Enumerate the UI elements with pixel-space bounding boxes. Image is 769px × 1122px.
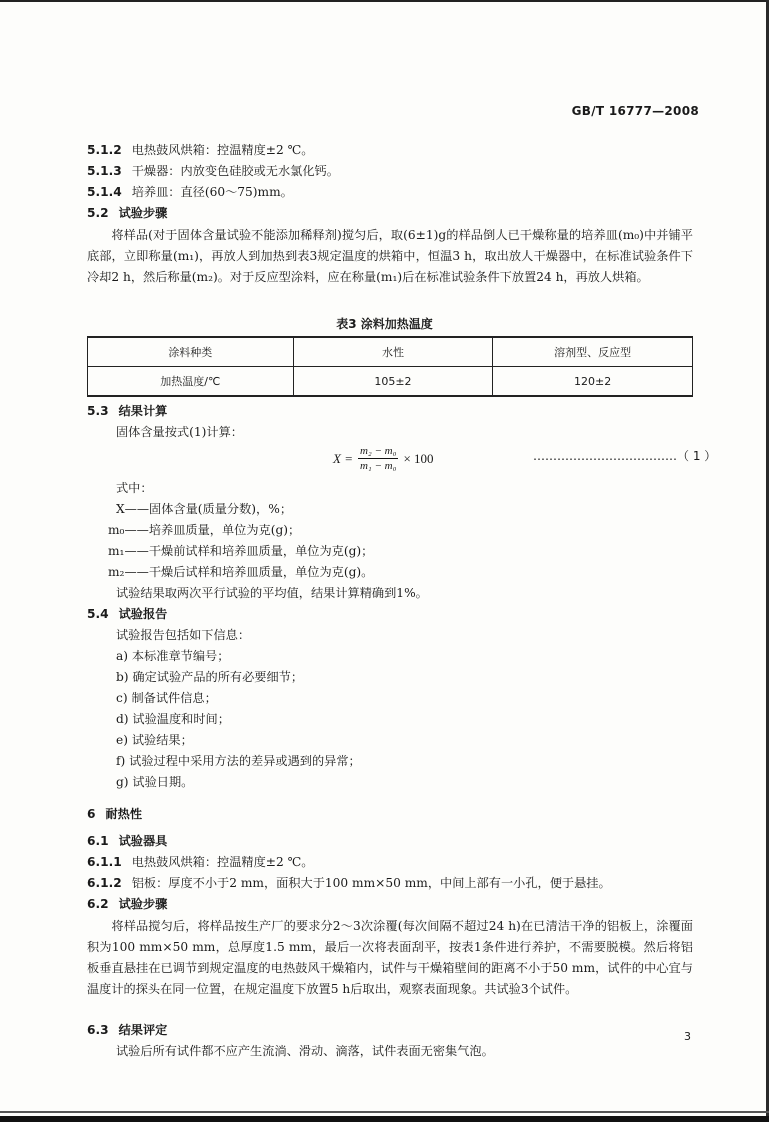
report-item-e: e) 试验结果； xyxy=(116,733,193,747)
heading-6-1 xyxy=(87,832,167,850)
heading-5-3 xyxy=(87,402,167,420)
paragraph-6-2: 将样品搅匀后，将样品按生产厂的要求分2～3次涂覆(每次间隔不超过24 h)在已清洁干净的铝板上，涂覆面积为100 mm×50 mm，总厚度1.5 mm，最后一次将表面刮平，按表1条件进行养护，不需要脱模。然后将铝板垂直悬挂在已调节到规定温度的电热鼓风干燥箱内，试件与干燥箱壁间的距离不小于50 mm，试件的中心宜与温度计的探头在同一位置，在规定温度下放置5 h后取出，观察表面现象。共试验3个试件。 xyxy=(87,919,693,996)
formula-1 xyxy=(333,445,434,472)
scan-top-edge xyxy=(0,0,769,2)
formula-denominator: m₁ − m₀ xyxy=(359,460,397,472)
paragraph-6-3: 试验后所有试件都不应产生流淌、滑动、滴落，试件表面无密集气泡。 xyxy=(116,1044,494,1058)
table-3 xyxy=(87,336,693,397)
clause-5-1-4 xyxy=(87,183,293,201)
clause-text: 电热鼓风烘箱：控温精度±2 ℃。 xyxy=(131,855,314,869)
heading-number: 5.4 xyxy=(87,607,109,621)
heading-number: 6.3 xyxy=(87,1023,109,1037)
table-cell: 120±2 xyxy=(493,367,693,397)
table-header-cell: 水性 xyxy=(293,337,493,367)
heading-5-2 xyxy=(87,204,167,222)
heading-6-3 xyxy=(87,1021,167,1039)
report-item-b: b) 确定试验产品的所有必要细节； xyxy=(116,670,304,684)
scan-bottom-edge xyxy=(0,1116,769,1122)
heading-title: 试验步骤 xyxy=(118,206,168,220)
heading-number: 6.1 xyxy=(87,834,109,848)
page-number: 3 xyxy=(684,1030,691,1043)
formula-intro: 固体含量按式(1)计算： xyxy=(116,425,243,439)
clause-6-1-1 xyxy=(87,853,313,871)
heading-6-2 xyxy=(87,895,167,913)
report-item-a: a) 本标准章节编号； xyxy=(116,649,230,663)
formula-number: （ 1 ） xyxy=(677,449,717,463)
heading-6 xyxy=(87,805,142,823)
formula-rhs: × 100 xyxy=(403,450,434,466)
heading-title: 试验步骤 xyxy=(118,897,168,911)
table-header-cell: 涂料种类 xyxy=(88,337,294,367)
heading-title: 结果计算 xyxy=(118,404,168,418)
table-header-cell: 溶剂型、反应型 xyxy=(493,337,693,367)
scan-bottom-rule xyxy=(0,1111,769,1113)
where-item-x: X——固体含量(质量分数)，%； xyxy=(116,502,293,516)
document-code: GB/T 16777—2008 xyxy=(571,104,699,118)
heading-title: 结果评定 xyxy=(118,1023,168,1037)
formula-numerator: m₂ − m₀ xyxy=(359,445,397,457)
formula-lhs: X = xyxy=(333,450,353,466)
formula-leader xyxy=(533,447,716,464)
heading-number: 5.3 xyxy=(87,404,109,418)
clause-number: 5.1.4 xyxy=(87,185,122,199)
report-item-g: g) 试验日期。 xyxy=(116,775,194,789)
where-item-m1: m₁——干燥前试样和培养皿质量，单位为克(g)； xyxy=(108,544,374,558)
heading-number: 5.2 xyxy=(87,206,109,220)
where-item-m2: m₂——干燥后试样和培养皿质量，单位为克(g)。 xyxy=(108,565,374,579)
clause-5-1-3 xyxy=(87,162,339,180)
clause-number: 6.1.2 xyxy=(87,876,122,890)
clause-text: 铝板：厚度不小于2 mm，面积大于100 mm×50 mm，中间上部有一小孔，便于悬挂。 xyxy=(131,876,611,890)
report-item-f: f) 试验过程中采用方法的差异或遇到的异常； xyxy=(116,754,361,768)
heading-title: 耐热性 xyxy=(105,807,143,821)
clause-number: 5.1.2 xyxy=(87,143,122,157)
clause-number: 5.1.3 xyxy=(87,164,122,178)
where-item-m0: m₀——培养皿质量，单位为克(g)； xyxy=(108,523,301,537)
clause-text: 电热鼓风烘箱：控温精度±2 ℃。 xyxy=(131,143,314,157)
heading-5-4 xyxy=(87,605,167,623)
table-row xyxy=(88,367,693,397)
report-item-d: d) 试验温度和时间； xyxy=(116,712,230,726)
table-3-caption: 表3 涂料加热温度 xyxy=(336,317,433,331)
clause-5-1-2 xyxy=(87,141,313,159)
report-item-c: c) 制备试件信息； xyxy=(116,691,217,705)
heading-title: 试验报告 xyxy=(118,607,168,621)
table-cell: 加热温度/℃ xyxy=(88,367,294,397)
where-label: 式中： xyxy=(116,481,153,495)
report-intro: 试验报告包括如下信息： xyxy=(116,628,251,642)
table-cell: 105±2 xyxy=(293,367,493,397)
clause-number: 6.1.1 xyxy=(87,855,122,869)
formula-dots: ……………………………… xyxy=(533,449,677,463)
clause-6-1-2 xyxy=(87,874,611,892)
heading-number: 6.2 xyxy=(87,897,109,911)
heading-title: 试验器具 xyxy=(118,834,168,848)
table-header-row xyxy=(88,337,693,367)
formula-fraction xyxy=(358,445,398,472)
heading-number: 6 xyxy=(87,807,96,821)
result-note: 试验结果取两次平行试验的平均值，结果计算精确到1%。 xyxy=(116,586,428,600)
clause-text: 培养皿：直径(60～75)mm。 xyxy=(131,185,293,199)
clause-text: 干燥器：内放变色硅胶或无水氯化钙。 xyxy=(131,164,339,178)
paragraph-5-2: 将样品(对于固体含量试验不能添加稀释剂)搅匀后，取(6±1)g的样品倒人已干燥称量的培养皿(m₀)中并铺平底部，立即称量(m₁)，再放人到加热到表3规定温度的烘箱中，恒温3 h，取出放人干燥器中，在标准试验条件下冷却2 h，然后称量(m₂)。对于反应型涂料，应在称量(m₁)后在标准试验条件下放置24 h，再放人烘箱。 xyxy=(87,228,693,284)
